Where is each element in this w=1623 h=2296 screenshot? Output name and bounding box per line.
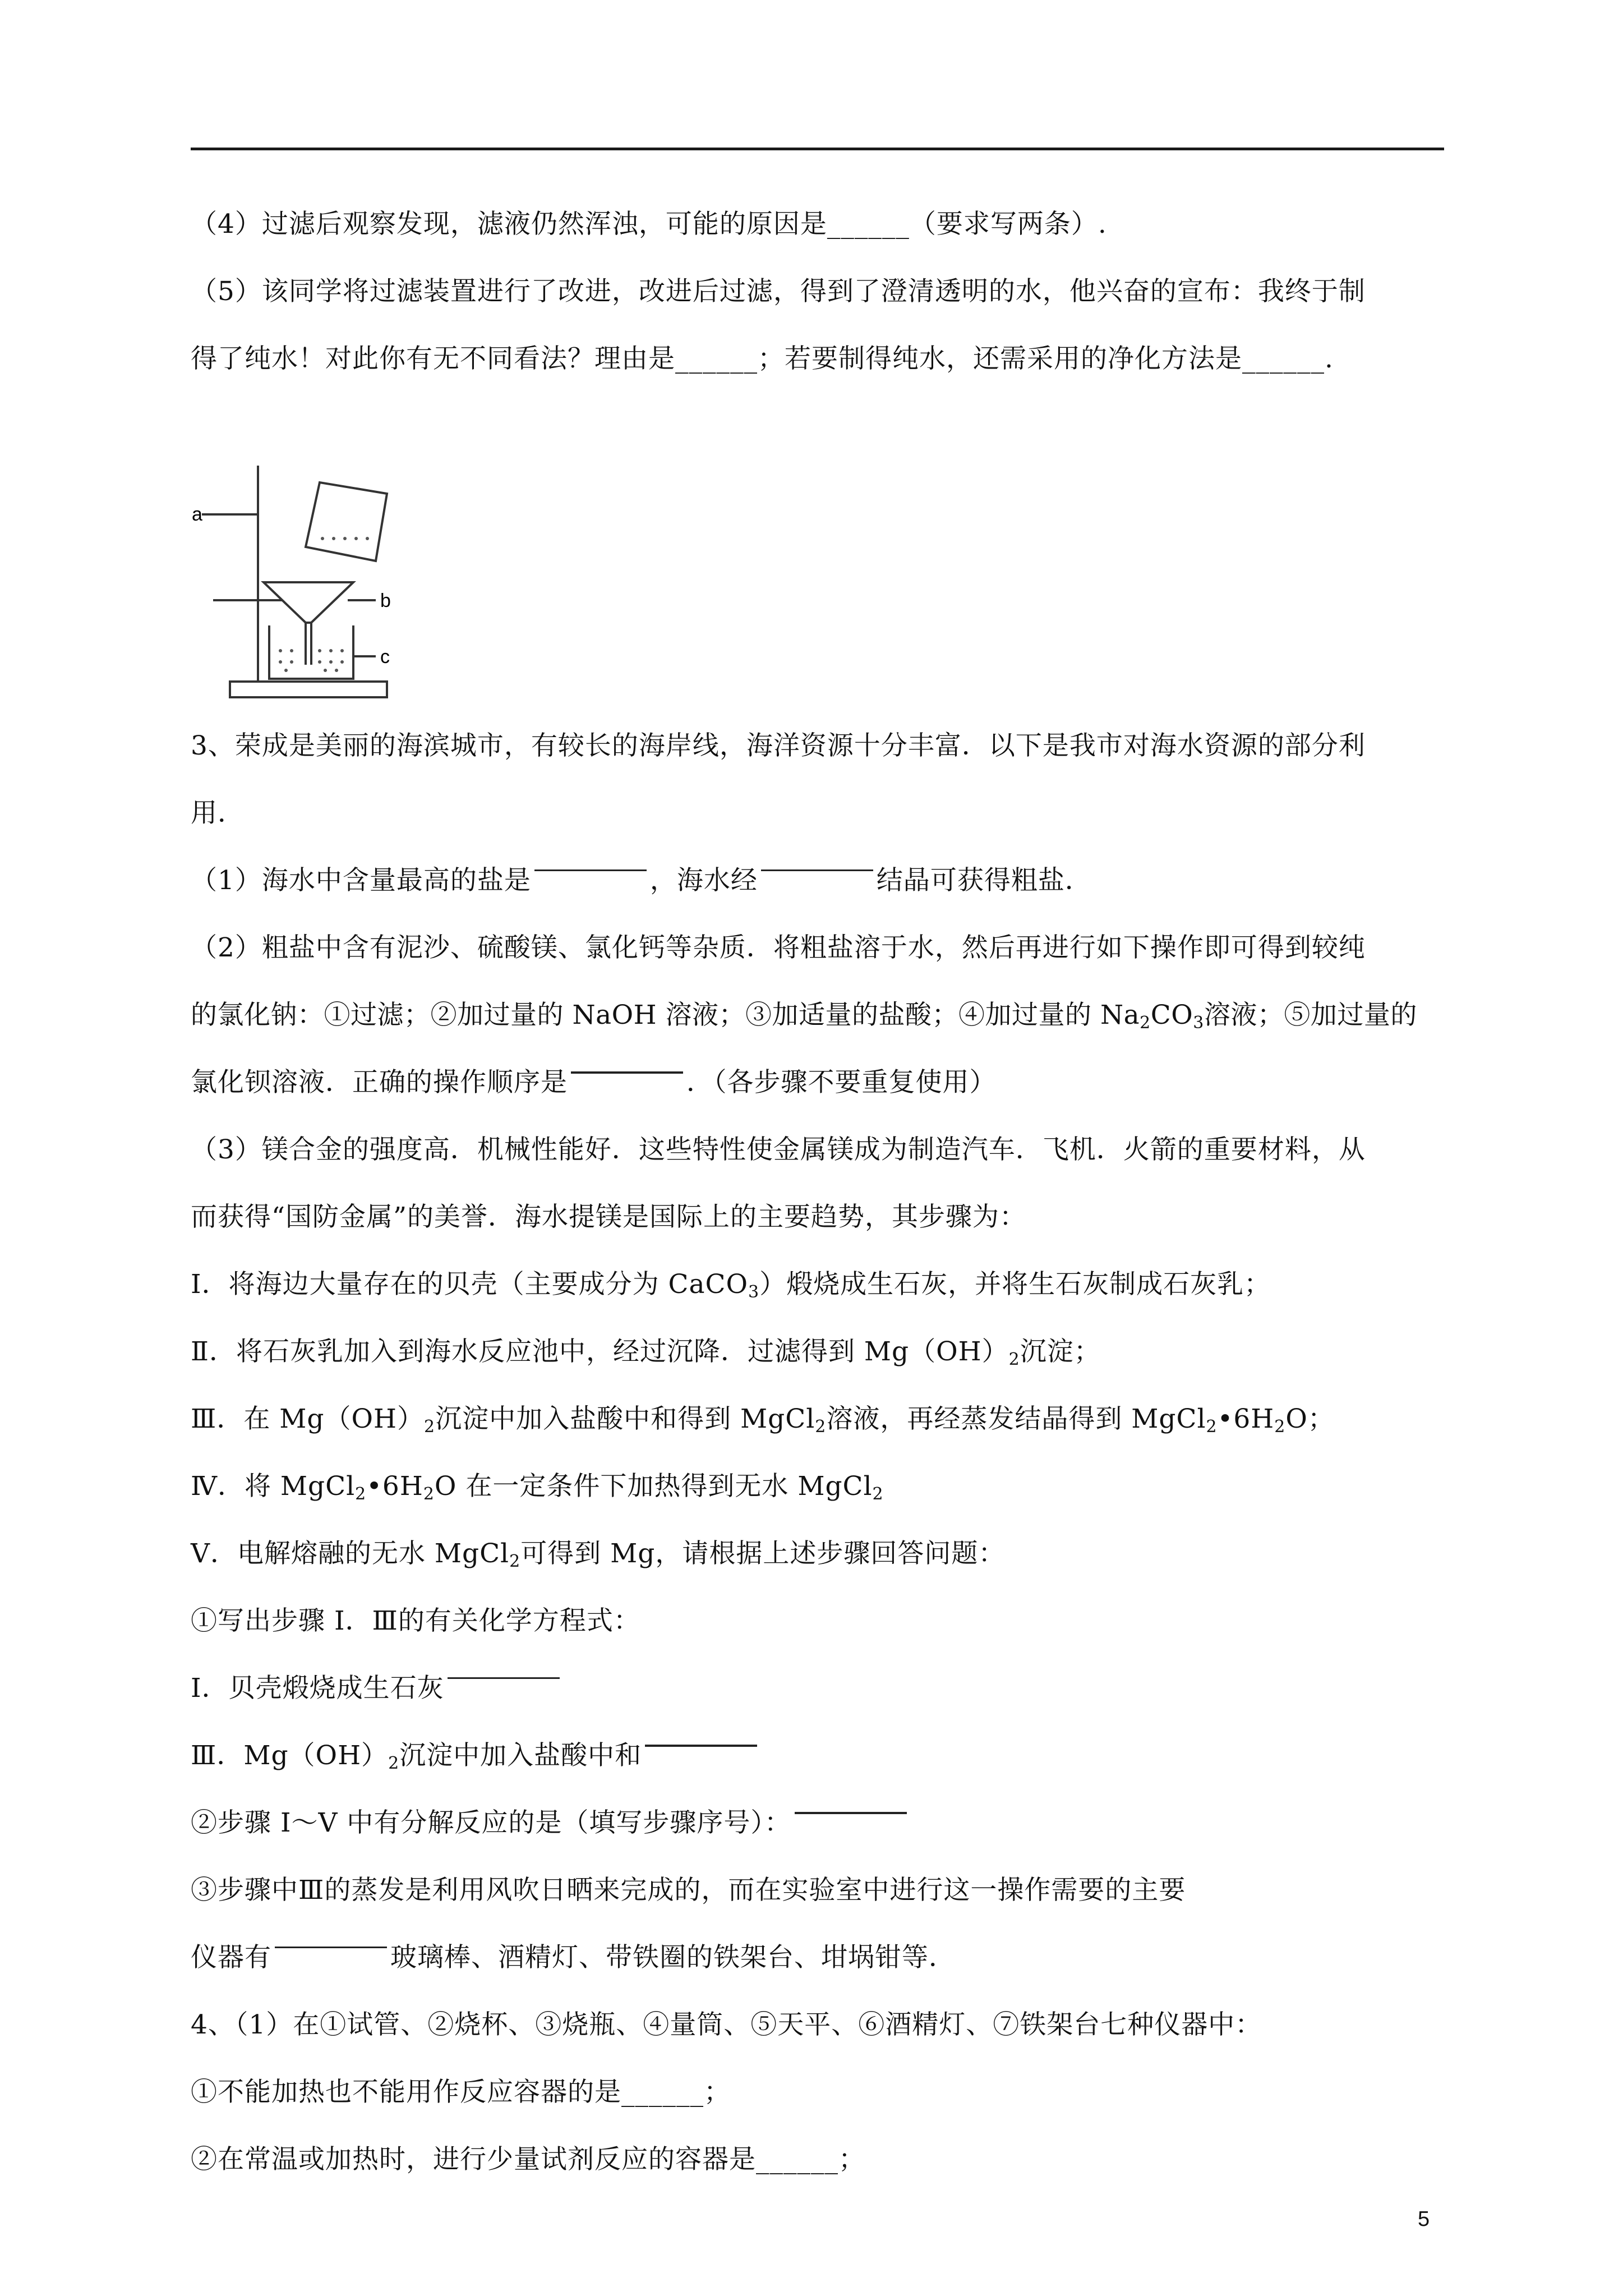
header-rule bbox=[191, 148, 1444, 150]
subquestion-1-iii: Ⅲ．$Mg(OH)_2$沉淀中加入盐酸中和 bbox=[191, 1722, 1444, 1789]
answer-blank[interactable] bbox=[275, 1924, 387, 1948]
q3-part3-line2: 而获得“国防金属”的美誉．海水提镁是国际上的主要趋势，其步骤为： bbox=[191, 1202, 1027, 1232]
subquestion-3-line2: 仪器有 玻璃棒、酒精灯、带铁圈的铁架台、坩埚钳等． bbox=[191, 1924, 1444, 1991]
q3-part2-line1: （2）粗盐中含有泥沙、硫酸镁、氯化钙等杂质．将粗盐溶于水，然后再进行如下操作即可得到较纯 bbox=[191, 932, 1366, 963]
subquestion-1-i: I．贝壳煅烧成生石灰 bbox=[191, 1655, 1444, 1722]
answer-blank[interactable] bbox=[571, 1049, 683, 1074]
step-5: V．电解熔融的无水 MgCl$_2$可得到 Mg，请根据上述步骤回答问题： bbox=[191, 1538, 1006, 1571]
label-c: c bbox=[380, 646, 390, 668]
answer-blank[interactable] bbox=[534, 847, 647, 871]
q3-part1: （1）海水中含量最高的盐是 ，海水经 结晶可获得粗盐． bbox=[191, 847, 1444, 914]
q4-line3: ②在常温或加热时，进行少量试剂反应的容器是______； bbox=[191, 2144, 865, 2175]
step-4: Ⅳ．将 $MgCl_2•6H_2O$ 在一定条件下加热得到无水 MgCl$_2$ bbox=[191, 1471, 884, 1504]
subquestion-3-line1: ③步骤中Ⅲ的蒸发是利用风吹日晒来完成的，而在实验室中进行这一操作需要的主要 bbox=[191, 1875, 1186, 1906]
document-body bbox=[191, 191, 1444, 393]
answer-blank[interactable] bbox=[761, 847, 873, 871]
q2-part5-line1: （5）该同学将过滤装置进行了改进，改进后过滤，得到了澄清透明的水，他兴奋的宣布：我终于制 bbox=[191, 276, 1366, 307]
label-b: b bbox=[380, 590, 391, 611]
q3-intro-line2: 用． bbox=[191, 798, 245, 829]
answer-blank[interactable] bbox=[448, 1655, 560, 1679]
filtration-apparatus-figure bbox=[191, 460, 415, 707]
step-2: Ⅱ．将石灰乳加入到海水反应池中，经过沉降．过滤得到 $Mg(OH)_2$沉淀； bbox=[191, 1336, 1101, 1369]
q4-line1: 4、（1）在①试管、②烧杯、③烧瓶、④量筒、⑤天平、⑥酒精灯、⑦铁架台七种仪器中： bbox=[191, 2009, 1262, 2040]
q2-part4: （4）过滤后观察发现，滤液仍然浑浊，可能的原因是______（要求写两条）. bbox=[191, 209, 1107, 240]
step-1: I．将海边大量存在的贝壳（主要成分为 CaCO$_3$）煅烧成生石灰，并将生石灰制成石灰乳； bbox=[191, 1269, 1271, 1302]
q3-part2-line3: 氯化钡溶液．正确的操作顺序是 ．（各步骤不要重复使用） bbox=[191, 1049, 1444, 1116]
subquestion-2: ②步骤 I～V 中有分解反应的是（填写步骤序号）： bbox=[191, 1789, 1444, 1857]
answer-blank[interactable] bbox=[645, 1722, 757, 1747]
label-a: a bbox=[192, 504, 202, 525]
subquestion-1: ①写出步骤 I．Ⅲ的有关化学方程式： bbox=[191, 1605, 640, 1636]
q3-part2-line2: 的氯化钠：①过滤；②加过量的 NaOH 溶液；③加适量的盐酸；④加过量的 $Na_2CO_3$溶液；⑤加过量的 bbox=[191, 1000, 1417, 1033]
answer-blank[interactable] bbox=[795, 1789, 907, 1814]
q2-part5-line2: 得了纯水！对此你有无不同看法？理由是______；若要制得纯水，还需采用的净化方法是______. bbox=[191, 343, 1334, 374]
q3-intro-line1: 3、荣成是美丽的海滨城市，有较长的海岸线，海洋资源十分丰富．以下是我市对海水资源的部分利 bbox=[191, 730, 1366, 761]
q4-line2: ①不能加热也不能用作反应容器的是______； bbox=[191, 2077, 731, 2108]
q3-part3-line1: （3）镁合金的强度高．机械性能好．这些特性使金属镁成为制造汽车．飞机．火箭的重要材料，从 bbox=[191, 1134, 1366, 1165]
step-3: Ⅲ．在 $Mg(OH)_2$沉淀中加入盐酸中和得到 MgCl$_2$溶液，再经蒸发结晶得到 $MgCl_2•6H_2O$； bbox=[191, 1404, 1335, 1437]
question-3-section bbox=[191, 712, 1444, 2193]
page-number: 5 bbox=[1418, 2207, 1430, 2231]
